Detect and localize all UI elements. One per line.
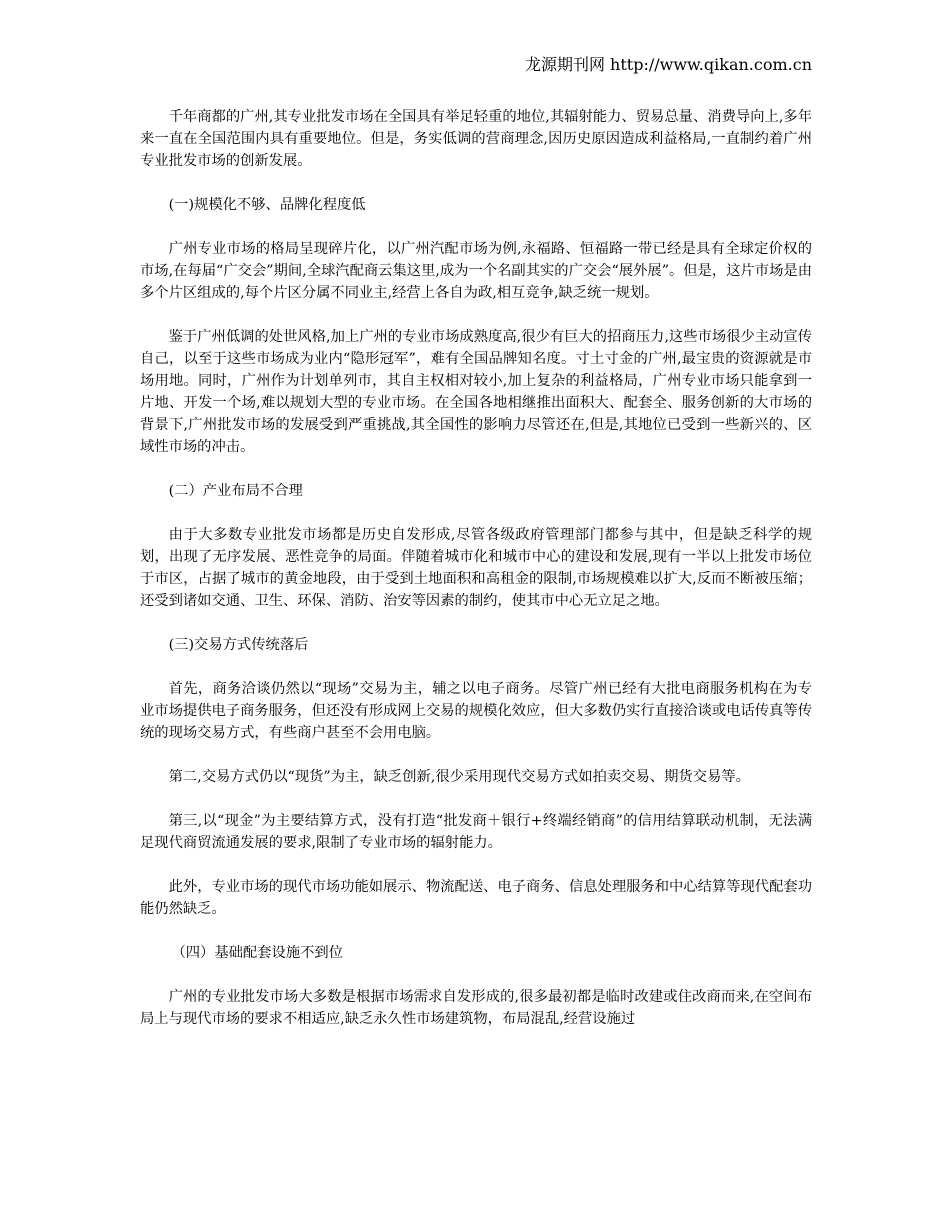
paragraph: 由于大多数专业批发市场都是历史自发形成,尽管各级政府管理部门都参与其中，但是缺乏科学的规划，出现了无序发展、恶性竞争的局面。伴随着城市化和城市中心的建设和发展,现有一半以上批发市场位于市区，占据了城市的黄金地段，由于受到土地面积和高租金的限制,市场规模难以扩大,反而不断被压缩；还受到诸如交通、卫生、环保、消防、治安等因素的制约，使其市中心无立足之地。 (140, 527, 812, 609)
section-heading-4: （四）基础配套设施不到位 (171, 945, 344, 961)
paragraph: 广州的专业批发市场大多数是根据市场需求自发形成的,很多最初都是临时改建或住改商而来,在空间布局上与现代市场的要求不相适应,缺乏永久性市场建筑物，布局混乱,经营设施过 (140, 989, 812, 1027)
section-heading-3: (三)交易方式传统落后 (168, 637, 309, 653)
paragraph: 第二,交易方式仍以“现货”为主，缺乏创新,很少采用现代交易方式如拍卖交易、期货交易等。 (168, 769, 750, 785)
paragraph: 第三,以“现金”为主要结算方式，没有打造“批发商＋银行+终端经销商”的信用结算联动机制，无法满足现代商贸流通发展的要求,限制了专业市场的辐射能力。 (140, 813, 812, 851)
paragraph: 广州专业市场的格局呈现碎片化，以广州汽配市场为例,永福路、恒福路一带已经是具有全球定价权的市场,在每届“广交会”期间,全球汽配商云集这里,成为一个名副其实的广交会“展外展”。但是，这片市场是由多个片区组成的,每个片区分属不同业主,经营上各自为政,相互竞争,缺乏统一规划。 (140, 241, 812, 301)
section-heading-1: (一)规模化不够、品牌化程度低 (168, 197, 366, 213)
paragraph: 鉴于广州低调的处世风格,加上广州的专业市场成熟度高,很少有巨大的招商压力,这些市场很少主动宣传自己，以至于这些市场成为业内“隐形冠军”，难有全国品牌知名度。寸土寸金的广州,最宝贵的资源就是市场用地。同时，广州作为计划单列市，其自主权相对较小,加上复杂的利益格局，广州专业市场只能拿到一片地、开发一个场,难以规划大型的专业市场。在全国各地相继推出面积大、配套全、服务创新的大市场的背景下,广州批发市场的发展受到严重挑战,其全国性的影响力尽管还在,但是,其地位已受到一些新兴的、区域性市场的冲击。 (140, 329, 812, 455)
section-heading-2: (二）产业布局不合理 (168, 483, 303, 499)
article-body (140, 106, 812, 1052)
paragraph: 首先，商务洽谈仍然以“现场”交易为主，辅之以电子商务。尽管广州已经有大批电商服务机构在为专业市场提供电子商务服务，但还没有形成网上交易的规模化效应，但大多数仍实行直接洽谈或电话传真等传统的现场交易方式，有些商户甚至不会用电脑。 (140, 681, 812, 741)
paragraph-intro: 千年商都的广州,其专业批发市场在全国具有举足轻重的地位,其辐射能力、贸易总量、消费导向上,多年来一直在全国范围内具有重要地位。但是，务实低调的营商理念,因历史原因造成利益格局,一直制约着广州专业批发市场的创新发展。 (140, 109, 812, 169)
paragraph: 此外，专业市场的现代市场功能如展示、物流配送、电子商务、信息处理服务和中心结算等现代配套功能仍然缺乏。 (140, 879, 812, 917)
source-header: 龙源期刊网 http://www.qikan.com.cn (524, 55, 812, 74)
